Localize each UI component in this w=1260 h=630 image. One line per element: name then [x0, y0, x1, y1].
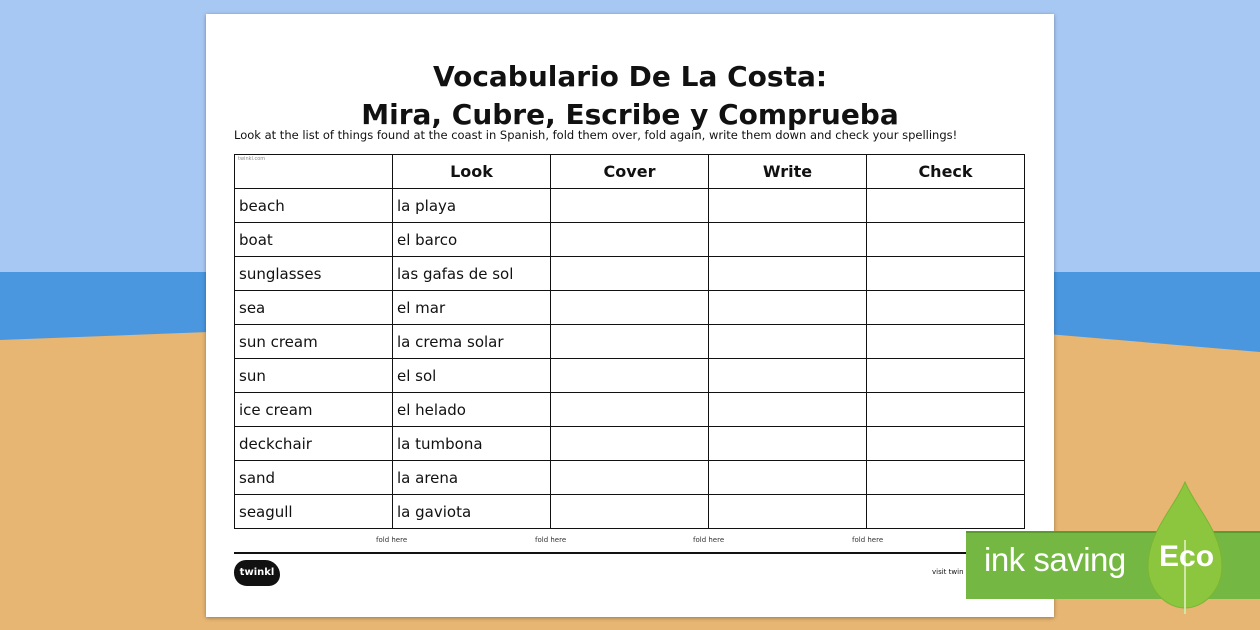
header-look: Look — [393, 155, 551, 189]
check-cell — [867, 427, 1025, 461]
english-word-cell: seagull — [235, 495, 393, 529]
cover-cell — [551, 359, 709, 393]
check-cell — [867, 359, 1025, 393]
check-cell — [867, 461, 1025, 495]
instructions-text: Look at the list of things found at the coast in Spanish, fold them over, fold again, write them down and check your spellings! — [234, 128, 958, 142]
look-cell: el helado — [393, 393, 551, 427]
write-cell — [709, 257, 867, 291]
look-cell: el mar — [393, 291, 551, 325]
english-word-cell: sunglasses — [235, 257, 393, 291]
english-word-cell: sun cream — [235, 325, 393, 359]
look-cell: la gaviota — [393, 495, 551, 529]
check-cell — [867, 495, 1025, 529]
write-cell — [709, 495, 867, 529]
header-corner — [235, 155, 393, 189]
fold-label-1: fold here — [376, 536, 408, 544]
look-cell: el barco — [393, 223, 551, 257]
table-row — [235, 223, 1025, 257]
cover-cell — [551, 257, 709, 291]
fold-label-3: fold here — [693, 536, 725, 544]
fold-label-2: fold here — [535, 536, 567, 544]
look-cell: la playa — [393, 189, 551, 223]
cover-cell — [551, 223, 709, 257]
table-row — [235, 189, 1025, 223]
footer-divider — [234, 552, 1026, 554]
cover-cell — [551, 427, 709, 461]
twinkl-logo: twinkl — [234, 560, 280, 586]
look-cell: la arena — [393, 461, 551, 495]
english-word-cell: boat — [235, 223, 393, 257]
visit-text: visit twin — [932, 568, 964, 576]
worksheet-title — [206, 58, 1054, 134]
check-cell — [867, 257, 1025, 291]
english-word-cell: sun — [235, 359, 393, 393]
write-cell — [709, 325, 867, 359]
look-cell: la crema solar — [393, 325, 551, 359]
vocabulary-table — [234, 154, 1025, 529]
cover-cell — [551, 189, 709, 223]
english-word-cell: sand — [235, 461, 393, 495]
table-header-row — [235, 155, 1025, 189]
cover-cell — [551, 461, 709, 495]
write-cell — [709, 189, 867, 223]
write-cell — [709, 291, 867, 325]
check-cell — [867, 223, 1025, 257]
english-word-cell: beach — [235, 189, 393, 223]
look-cell: la tumbona — [393, 427, 551, 461]
worksheet-page — [206, 14, 1054, 617]
table-row — [235, 359, 1025, 393]
header-check: Check — [867, 155, 1025, 189]
write-cell — [709, 427, 867, 461]
write-cell — [709, 359, 867, 393]
english-word-cell: ice cream — [235, 393, 393, 427]
ink-saving-text: ink saving — [984, 541, 1126, 578]
title-line-2: Mira, Cubre, Escribe y Comprueba — [361, 98, 899, 131]
table-row — [235, 257, 1025, 291]
table-row — [235, 325, 1025, 359]
check-cell — [867, 325, 1025, 359]
check-cell — [867, 291, 1025, 325]
table-row — [235, 393, 1025, 427]
title-line-1: Vocabulario De La Costa: — [432, 60, 828, 93]
look-cell: las gafas de sol — [393, 257, 551, 291]
check-cell — [867, 189, 1025, 223]
cover-cell — [551, 393, 709, 427]
table-row — [235, 495, 1025, 529]
cover-cell — [551, 291, 709, 325]
write-cell — [709, 461, 867, 495]
eco-label: Eco — [1159, 540, 1215, 573]
fold-label-4: fold here — [852, 536, 884, 544]
write-cell — [709, 393, 867, 427]
header-write: Write — [709, 155, 867, 189]
cover-cell — [551, 495, 709, 529]
look-cell: el sol — [393, 359, 551, 393]
write-cell — [709, 223, 867, 257]
table-row — [235, 461, 1025, 495]
corner-note: twinkl.com — [238, 156, 266, 162]
cover-cell — [551, 325, 709, 359]
english-word-cell: deckchair — [235, 427, 393, 461]
english-word-cell: sea — [235, 291, 393, 325]
check-cell — [867, 393, 1025, 427]
table-row — [235, 427, 1025, 461]
header-cover: Cover — [551, 155, 709, 189]
table-row — [235, 291, 1025, 325]
